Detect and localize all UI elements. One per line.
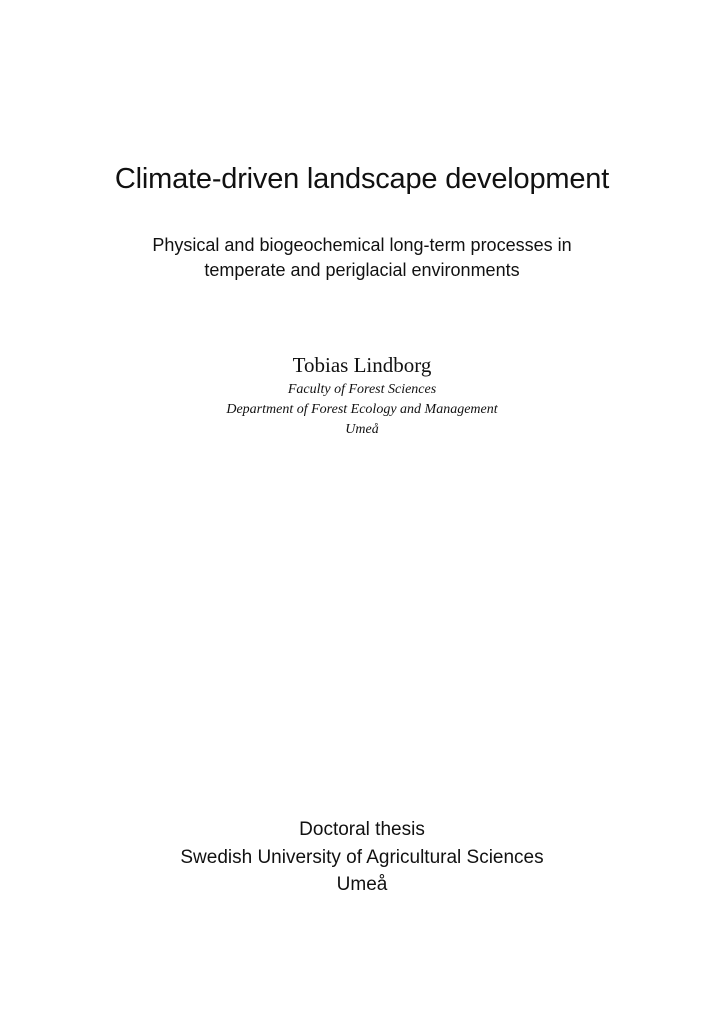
author-department: Department of Forest Ecology and Management — [226, 402, 498, 417]
university-city: Umeå — [336, 874, 388, 895]
university-name: Swedish University of Agricultural Sciences — [180, 847, 544, 868]
thesis-title: Climate-driven landscape development — [114, 163, 610, 195]
thesis-type: Doctoral thesis — [299, 819, 425, 840]
thesis-subtitle-line-2: temperate and periglacial environments — [204, 260, 520, 280]
author-city: Umeå — [345, 422, 379, 437]
thesis-subtitle-line-1: Physical and biogeochemical long-term processes in — [152, 235, 572, 255]
author-faculty: Faculty of Forest Sciences — [287, 382, 437, 397]
author-name: Tobias Lindborg — [292, 353, 432, 377]
